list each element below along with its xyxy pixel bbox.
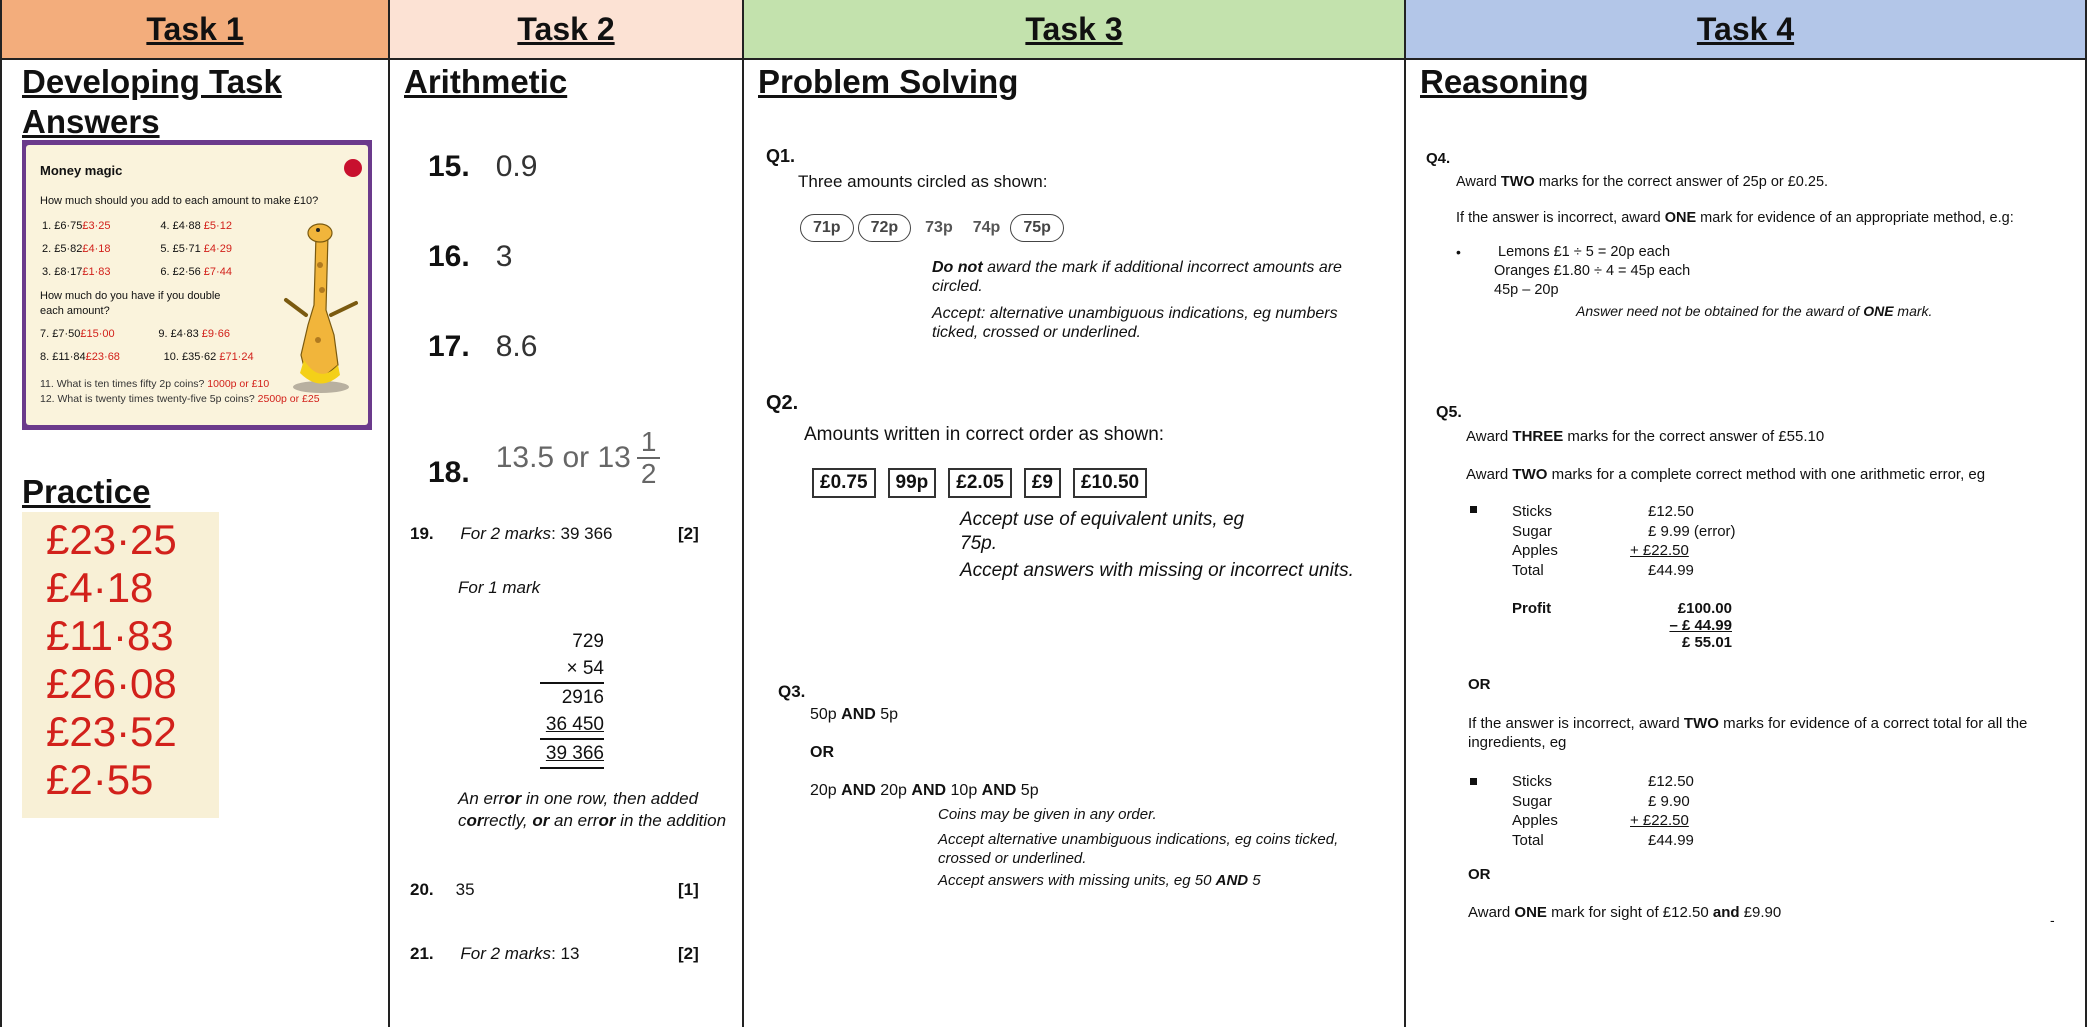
fraction-half: 1 2 [637,427,661,489]
logo-badge [344,159,362,177]
card-answer-row [40,323,254,346]
q20-row: 20. 35 [1] [410,880,699,899]
q18-row: 18. 13.5 or 13 1 2 [428,426,660,490]
ingredient-name: Sugar [1512,522,1553,540]
card-question-2: How much do you have if you double each amount? [40,290,221,317]
ingredient-row [1512,502,1736,522]
card-answer-a: £4·18 [82,243,111,255]
coin-amount: 75p [1010,214,1064,242]
amount-box: £9 [1024,468,1061,498]
q1-label: Q1. [766,146,796,166]
ingredient-row [1512,831,1694,851]
card-answer-b: £9·66 [201,328,230,340]
ingredient-row [1512,522,1736,542]
card-answer-b: £71·24 [219,351,254,363]
ingredient-row [1512,541,1736,561]
ingredient-row [1512,811,1694,831]
q3-note-2: Accept alternative unambiguous indications, eg coins ticked, crossed or underlined. [938,831,1339,867]
ingredient-cost: £12.50 [1648,773,1694,790]
card-q11: 11. What is ten times fifty 2p coins? 1000p or £10 [40,378,270,390]
ingredient-cost: £12.50 [1648,503,1694,520]
card-question-a: 1. £6·75 [42,220,83,232]
q4-label: Q4. [1426,150,1451,167]
q1-note-1: Do not award the mark if additional incorrect amounts are circled. [932,259,1342,295]
profit-calc [1648,600,1732,651]
multiplication-line: 39 366 [540,740,604,769]
method-table-2 [1512,772,1694,850]
practice-title: Practice [22,473,151,510]
card-question-a: 2. £5·82 [42,243,83,255]
ingredient-cost: £44.99 [1648,831,1694,849]
amount-box: £0.75 [812,468,876,498]
profit-label: Profit [1512,600,1552,617]
practice-answer: £23·25 [46,516,177,563]
ordered-amounts [812,468,1159,498]
ingredient-name: Sticks [1512,773,1553,790]
q3-answer-2: 20p AND 20p AND 10p AND 5p [810,782,1039,799]
card-answer-row [42,238,232,261]
coin-amounts [800,214,1068,242]
q5-label: Q5. [1436,404,1462,421]
ingredient-cost: £ 9.99 (error) [1648,522,1736,540]
ingredient-cost: £44.99 [1648,561,1694,579]
q4-method-1: Lemons £1 ÷ 5 = 20p each [1498,244,1671,260]
amount-box: 99p [888,468,937,498]
task4-title: Reasoning [1420,63,1589,100]
profit-line-2: – £ 44.99 [1669,617,1732,634]
q5-or-2: OR [1468,866,1491,883]
ingredient-name: Apples [1512,812,1558,829]
bullet-square-2 [1470,778,1477,785]
card-answers-1 [42,215,232,284]
q2-label: Q2. [766,392,799,414]
practice-box [22,512,219,818]
card-answer-a: £15·00 [80,328,115,340]
practice-answers [46,516,177,804]
amount-box: £2.05 [948,468,1012,498]
ingredient-cost: + £22.50 [1630,812,1689,829]
card-answer-row [42,261,232,284]
card-question-a: 3. £8·17 [42,266,83,278]
task3-title: Problem Solving [758,63,1019,100]
card-answer-b: £7·44 [203,266,232,278]
coin-amount: 73p [925,219,953,236]
ingredient-row [1512,792,1694,812]
ingredient-cost: + £22.50 [1630,542,1689,559]
q15-row: 15. 0.9 [428,150,538,183]
card-answer-row [42,215,232,238]
task2-title: Arithmetic [404,63,568,100]
q5-or-1: OR [1468,676,1491,693]
ingredient-row [1512,772,1694,792]
q4-line-1: Award TWO marks for the correct answer of 25p or £0.25. [1456,174,1829,190]
card-answer-b: £4·29 [203,243,232,255]
practice-answer: £11·83 [46,612,174,659]
coin-amount: 72p [858,214,912,242]
q3-answer-1: 50p AND 5p [810,706,899,723]
amount-box: £10.50 [1073,468,1147,498]
coin-amount: 74p [972,219,1001,236]
card-question-a: 8. £11·84 [40,351,86,363]
card-question-b: 5. £5·71 [160,243,204,255]
q19-one-mark: For 1 mark [458,578,541,597]
card-question-b: 9. £4·83 [158,328,202,340]
card-question-b: 6. £2·56 [160,266,204,278]
ingredient-name: Total [1512,831,1544,849]
practice-answer: £2·55 [46,756,154,803]
bullet-dot: • [1456,244,1461,260]
q1-text: Three amounts circled as shown: [798,172,1048,191]
task2-header: Task 2 [390,0,742,60]
card-answer-a: £3·25 [82,220,111,232]
card-answer-a: £1·83 [82,266,111,278]
giraffe-illustration [276,215,366,395]
q19-note: An error in one row, then added correctly, or an error in the addition [458,789,727,830]
multiplication-line: 2916 [561,687,604,708]
q4-note: Answer need not be obtained for the award of ONE mark. [1576,303,1933,319]
task3-header: Task 3 [744,0,1404,60]
q17-row: 17. 8.6 [428,330,538,363]
q19-row: 19. For 2 marks: 39 366 [2] [410,524,699,543]
bullet-square-1 [1470,506,1477,513]
ingredient-row [1512,561,1736,581]
q2-note-1: Accept use of equivalent units, eg 75p. [960,509,1245,554]
q21-row: 21. For 2 marks: 13 [2] [410,944,699,963]
multiplication-line: × 54 [540,655,604,684]
ingredient-name: Sticks [1512,503,1553,520]
coin-amount: 71p [800,214,854,242]
ingredient-name: Sugar [1512,792,1553,810]
q5-line-4: Award ONE mark for sight of £12.50 and £9.90 [1468,904,1782,921]
q5-line-2: Award TWO marks for a complete correct method with one arithmetic error, eg [1466,466,1986,483]
practice-answer: £4·18 [46,564,154,611]
ingredient-cost: £ 9.90 [1648,792,1690,810]
q4-line-2: If the answer is incorrect, award ONE mark for evidence of an appropriate method, e.g: [1456,210,2014,226]
card-q12: 12. What is twenty times twenty-five 5p coins? 2500p or £25 [40,393,320,405]
q2-note-2: Accept answers with missing or incorrect units. [960,560,1354,581]
card-question-1: How much should you add to each amount to make £10? [40,195,319,207]
task4-column [1406,0,2087,1027]
money-magic-card [22,140,372,430]
card-answer-b: £5·12 [203,220,232,232]
practice-answer: £23·52 [46,708,177,755]
q4-method-2: Oranges £1.80 ÷ 4 = 45p each [1494,263,1691,279]
q1-note-2: Accept: alternative unambiguous indications, eg numbers ticked, crossed or underlined. [932,305,1338,341]
practice-answer: £26·08 [46,660,177,707]
q5-line-1: Award THREE marks for the correct answer of £55.10 [1466,428,1825,445]
q2-text: Amounts written in correct order as shown: [804,424,1165,445]
card-answer-row [40,346,254,369]
q3-or: OR [810,744,834,761]
q16-row: 16. 3 [428,240,513,273]
q3-label: Q3. [778,682,806,701]
q5-line-3: If the answer is incorrect, award TWO marks for evidence of a correct total for all the ingredients, eg [1468,715,2028,751]
q3-note-3: Accept answers with missing units, eg 50 AND 5 [938,872,1261,889]
ingredient-name: Apples [1512,542,1558,559]
q3-note-1: Coins may be given in any order. [938,806,1157,823]
card-answer-a: £23·68 [85,351,120,363]
card-question-a: 7. £7·50 [40,328,81,340]
task4-header: Task 4 [1406,0,2085,60]
multiplication-line: 36 450 [540,711,604,740]
card-question-b: 4. £4·88 [160,220,204,232]
card-question-b: 10. £35·62 [163,351,220,363]
card-title: Money magic [40,163,123,178]
profit-line-1: £100.00 [1677,600,1732,617]
trailing-dash: - [2050,912,2055,928]
ingredient-name: Total [1512,561,1544,579]
q4-method-3: 45p – 20p [1494,282,1559,298]
multiplication-line: 729 [572,631,604,652]
task1-title: Developing Task Answers [22,63,282,140]
long-multiplication [540,628,604,769]
card-answers-2 [40,323,254,369]
method-table-1 [1512,502,1736,580]
task1-header: Task 1 [2,0,388,60]
profit-line-3: £ 55.01 [1681,634,1732,651]
